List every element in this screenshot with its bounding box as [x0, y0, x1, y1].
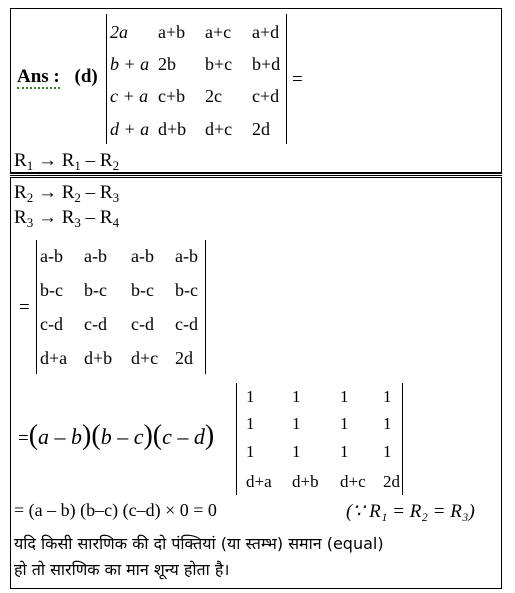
det3-cell-r4-c2: d+b: [292, 472, 319, 491]
det3-cell-r2-c3: 1: [340, 414, 349, 433]
det1-right-bar: [286, 14, 287, 144]
det1-cell-r3-c2: c+b: [158, 86, 186, 106]
det2-cell-r3-c3: c-d: [131, 314, 154, 334]
det1-cell-r3-c3: 2c: [205, 86, 222, 106]
det2-cell-r4-c3: d+c: [131, 348, 159, 368]
note-line-2: हो तो सारणिक का मान शून्य होता है।: [14, 560, 230, 579]
det1-cell-r3-c4: c+d: [252, 86, 280, 106]
because-note: (∵ R₁ = R₂ = R₃): [346, 501, 475, 522]
det3-cell-r4-c1: d+a: [246, 472, 272, 491]
det2-cell-r1-c1: a-b: [40, 246, 63, 266]
det2-cell-r4-c2: d+b: [84, 348, 113, 368]
det2-cell-r1-c4: a-b: [175, 246, 198, 266]
det3-cell-r1-c1: 1: [246, 387, 255, 406]
det2-cell-r4-c1: d+a: [40, 348, 68, 368]
det3-cell-r1-c4: 1: [383, 387, 392, 406]
det3-cell-r3-c2: 1: [292, 442, 301, 461]
factor-expression: =(a – b)(b – c)(c – d): [18, 420, 215, 451]
det1-cell-r2-c2: 2b: [158, 54, 176, 74]
det1-cell-r4-c4: 2d: [252, 119, 270, 139]
det3-cell-r1-c2: 1: [292, 387, 301, 406]
answer-option: (d): [74, 66, 98, 87]
det1-cell-r4-c2: d+b: [158, 119, 187, 139]
answer-box-bottom: [10, 177, 502, 589]
det2-cell-r2-c4: b-c: [175, 280, 198, 300]
factor-3: c – d: [162, 424, 205, 449]
det3-cell-r4-c3: d+c: [340, 472, 366, 491]
det3-cell-r3-c1: 1: [246, 442, 255, 461]
det1-cell-r2-c1: b + a: [110, 54, 150, 74]
det2-cell-r1-c2: a-b: [84, 246, 107, 266]
det3-right-bar: [402, 383, 403, 495]
answer-word: Ans :: [17, 66, 60, 87]
det2-equals: =: [19, 297, 30, 318]
factor-equals: =: [18, 428, 29, 449]
det2-left-bar: [36, 240, 37, 374]
det1-cell-r4-c1: d + a: [110, 119, 150, 139]
answer-label: [17, 66, 98, 88]
det1-cell-r1-c4: a+d: [252, 22, 280, 42]
factor-1: a – b: [38, 424, 83, 449]
det3-cell-r2-c1: 1: [246, 414, 255, 433]
det3-cell-r3-c4: 1: [383, 442, 392, 461]
det3-cell-r2-c4: 1: [383, 414, 392, 433]
det2-cell-r2-c3: b-c: [131, 280, 154, 300]
det1-cell-r1-c1: 2a: [110, 22, 128, 42]
result-line: = (a – b) (b–c) (c–d) × 0 = 0: [14, 500, 217, 520]
det1-left-bar: [106, 14, 107, 144]
det2-cell-r4-c4: 2d: [175, 348, 193, 368]
det1-cell-r4-c3: d+c: [205, 119, 233, 139]
det1-cell-r2-c3: b+c: [205, 54, 233, 74]
det2-cell-r3-c1: c-d: [40, 314, 63, 334]
row-op-1: $R_1 \to R_1 - R_2$: [14, 150, 120, 173]
det1-cell-r1-c2: a+b: [158, 22, 186, 42]
note-line-1: यदि किसी सारणिक की दो पंक्तियां (या स्तम्भ) समान (equal): [14, 534, 384, 553]
factor-2: b – c: [100, 424, 144, 449]
det2-cell-r2-c1: b-c: [40, 280, 63, 300]
det2-right-bar: [205, 240, 206, 374]
det3-cell-r1-c3: 1: [340, 387, 349, 406]
det1-cell-r1-c3: a+c: [205, 22, 232, 42]
det3-cell-r2-c2: 1: [292, 414, 301, 433]
row-op-3: $R_3 \to R_3 - R_4$: [14, 207, 120, 230]
row-op-2: $R_2 \to R_2 - R_3$: [14, 182, 120, 205]
det1-equals: =: [292, 69, 303, 90]
det1-cell-r3-c1: c + a: [110, 86, 149, 106]
det2-cell-r3-c4: c-d: [175, 314, 198, 334]
det2-cell-r2-c2: b-c: [84, 280, 107, 300]
det3-left-bar: [236, 383, 237, 495]
det3-cell-r3-c3: 1: [340, 442, 349, 461]
det2-cell-r1-c3: a-b: [131, 246, 154, 266]
det2-cell-r3-c2: c-d: [84, 314, 107, 334]
det3-cell-r4-c4: 2d: [383, 472, 400, 491]
det1-cell-r2-c4: b+d: [252, 54, 281, 74]
